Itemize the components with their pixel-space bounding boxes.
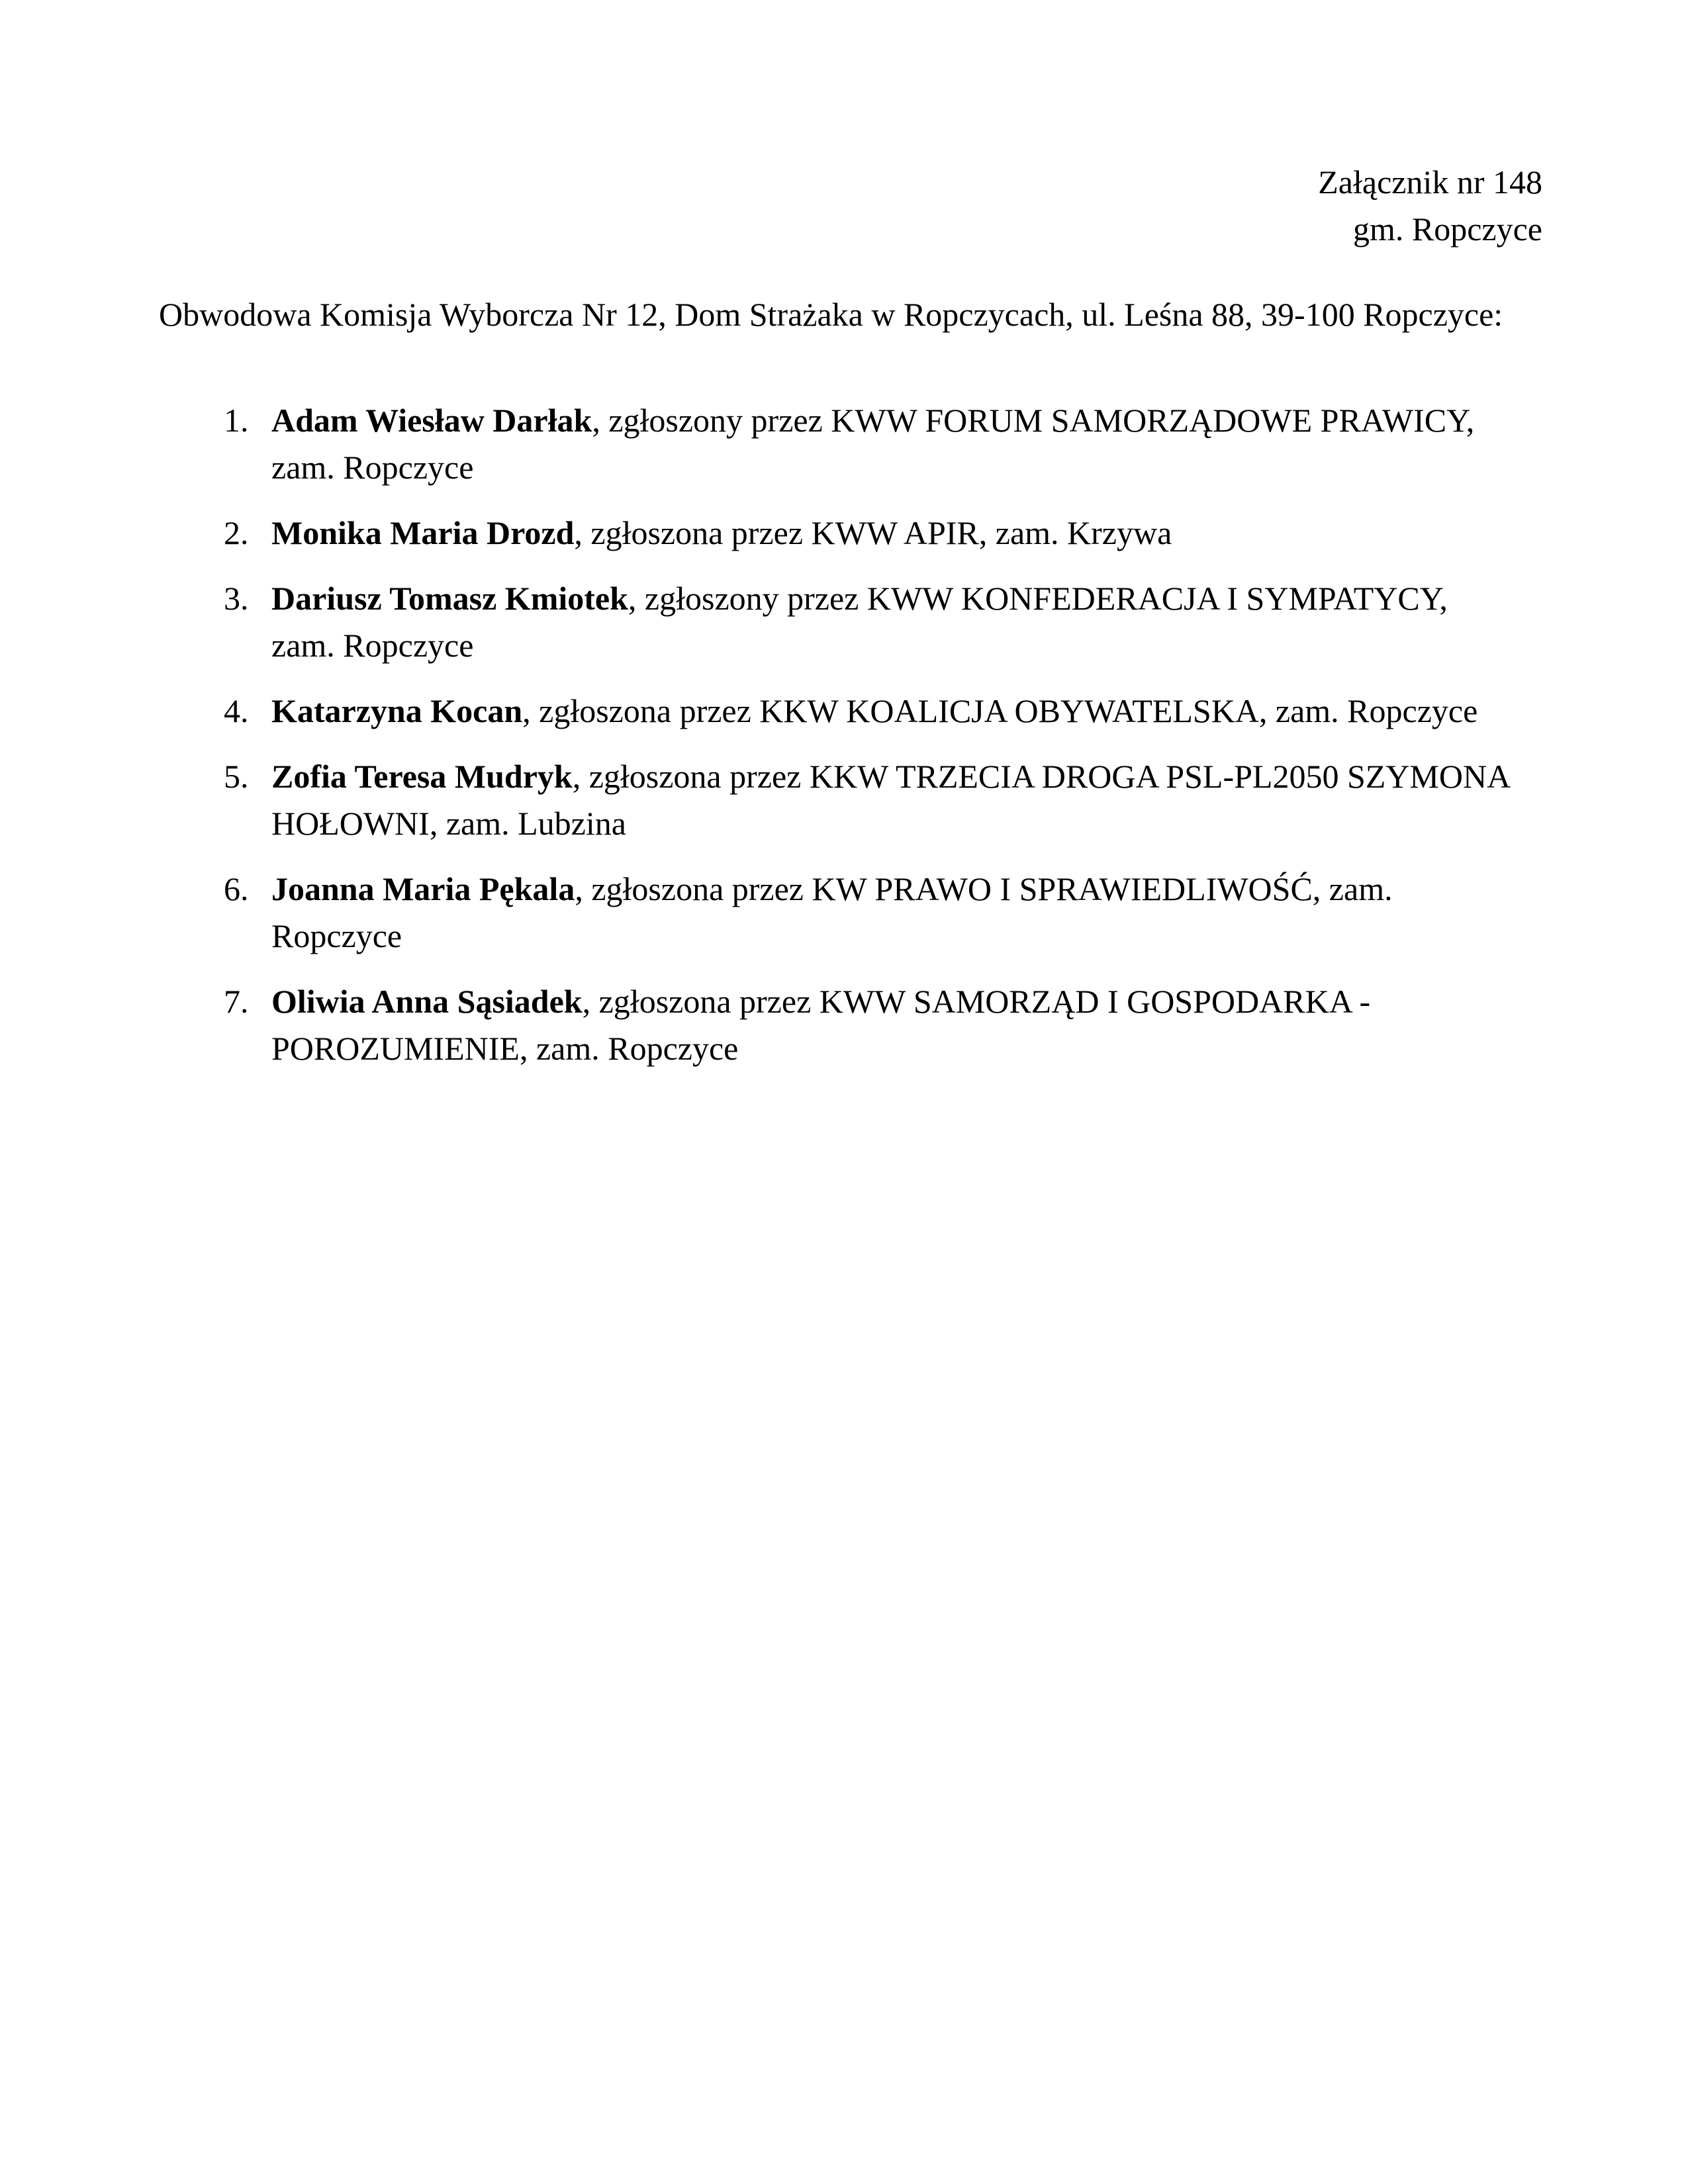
member-details: , zgłoszony przez KWW FORUM SAMORZĄDOWE PRAWICY, zam. Ropczyce [271,402,1475,486]
member-name: Joanna Maria Pękala [271,870,575,907]
list-item-number: 6. [224,870,249,907]
member-name: Adam Wiesław Darłak [271,402,592,439]
list-item [224,978,1521,1072]
list-item [224,510,1521,557]
member-name: Monika Maria Drozd [271,514,575,551]
list-item-number: 5. [224,758,249,795]
member-name: Katarzyna Kocan [271,692,523,729]
list-item-text [271,978,1516,1072]
list-item-number: 3. [224,580,249,617]
member-name: Dariusz Tomasz Kmiotek [271,580,628,617]
list-item-text [271,575,1516,669]
list-item-number: 7. [224,983,249,1020]
list-item [224,866,1521,960]
attachment-number-label: Załącznik nr 148 [1318,163,1542,201]
list-item-number: 1. [224,402,249,439]
list-item-text [271,510,1516,557]
member-name: Oliwia Anna Sąsiadek [271,983,583,1020]
list-item [224,753,1521,847]
municipality-label: gm. Ropczyce [1352,210,1542,248]
list-item-number: 4. [224,692,249,729]
member-details: , zgłoszona przez KWW SAMORZĄD I GOSPODARKA - POROZUMIENIE, zam. Ropczyce [271,983,1371,1067]
list-item-text [271,753,1516,847]
list-item-text [271,866,1516,960]
member-list [224,397,1521,1091]
commission-heading: Obwodowa Komisja Wyborcza Nr 12, Dom Strażaka w Ropczycach, ul. Leśna 88, 39-100 Ropczyce: [159,296,1503,333]
member-details: , zgłoszona przez KWW APIR, zam. Krzywa [574,514,1172,551]
list-item-text [271,688,1516,735]
list-item-text [271,397,1516,491]
list-item [224,397,1521,491]
member-details: , zgłoszona przez KKW KOALICJA OBYWATELSKA, zam. Ropczyce [522,692,1478,729]
list-item [224,688,1521,735]
list-item-number: 2. [224,514,249,551]
member-name: Zofia Teresa Mudryk [271,758,573,795]
member-details: , zgłoszona przez KW PRAWO I SPRAWIEDLIWOŚĆ, zam. Ropczyce [271,870,1393,954]
list-item [224,575,1521,669]
member-details: , zgłoszony przez KWW KONFEDERACJA I SYMPATYCY, zam. Ropczyce [271,580,1448,664]
member-details: , zgłoszona przez KKW TRZECIA DROGA PSL-PL2050 SZYMONA HOŁOWNI, zam. Lubzina [271,758,1509,842]
attachment-header [1318,159,1542,253]
